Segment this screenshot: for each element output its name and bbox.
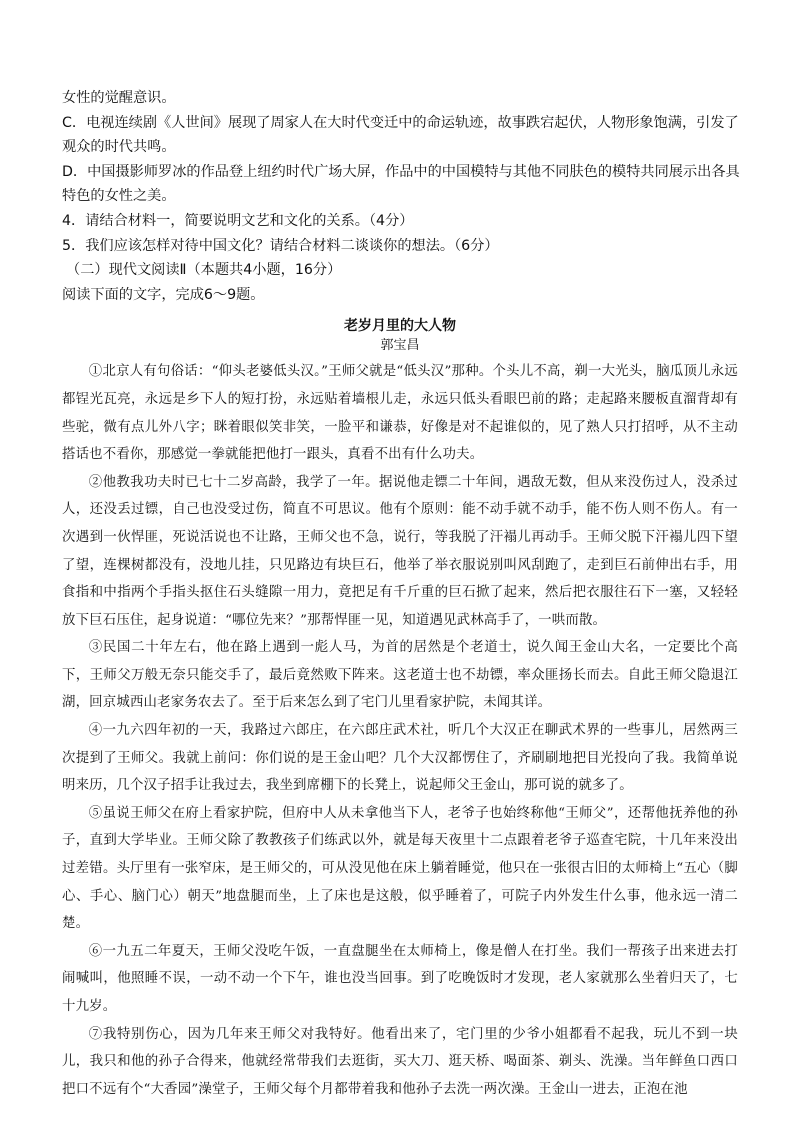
text-line: 特色的女性之美。: [62, 188, 176, 205]
paragraph-3: ③民国二十年左右，他在路上遇到一彪人马，为首的居然是个老道士，说久闻王金山大名，一定要比个高下，王师父万般无奈只能交手了，最后竟然败下阵来。这老道士也不劫镖，率众匪扬长而去。自此王师父隐退江湖，回京城西山老家务农去了。至于后来怎么到了宅门儿里看家护院，未闻其详。: [62, 640, 738, 711]
question-5: 5．我们应该怎样对待中国文化？请结合材料二谈谈你的想法。（6分）: [62, 237, 499, 254]
paragraph-2: ②他教我功夫时已七十二岁高龄，我学了一年。据说他走镖二十年间，遇敌无数，但从来没伤过人，没杀过人，还没丢过镖，自己也没受过伤，简直不可思议。他有个原则：能不动手就不动手，能不伤人则不伤人。有一次遇到一伙悍匪，死说活说也不让路，王师父也不急，说行，等我脱了汗褟儿再动手。王师父脱下汗褟儿四下望了望，连棵树都没有，没地儿挂，只见路边有块巨石，他举了举衣服说别叫风刮跑了，走到巨石前伸出右手，用食指和中指两个手指头抠住石头缝隙一用力，竟把足有千斤重的巨石掀了起来，然后把衣服往石下一塞，又轻轻放下巨石压住，起身说道：“哪位先来？”那帮悍匪一见，知道遇见武林高手了，一哄而散。: [62, 474, 738, 628]
paragraph-6: ⑥一九五二年夏天，王师父没吃午饭，一直盘腿坐在太师椅上，像是僧人在打坐。我们一帮孩子出来进去打闹喊叫，他照睡不误，一动不动一个下午，谁也没当回事。到了吃晚饭时才发现，老人家就那么坐着归天了，七十九岁。: [62, 943, 738, 1014]
option-c: C．电视连续剧《人世间》展现了周家人在大时代变迁中的命运轨迹，故事跌宕起伏，人物形象饱满，引发了: [62, 114, 739, 131]
exam-page: [62, 86, 738, 1103]
text-line: 观众的时代共鸣。: [62, 139, 176, 156]
text-line: 女性的觉醒意识。: [62, 90, 176, 106]
section-heading: （二）现代文阅读Ⅱ（本题共4小题，16分）: [66, 262, 342, 279]
paragraph-7: ⑦我特别伤心，因为几年来王师父对我特好。他看出来了，宅门里的少爷小姐都看不起我，玩儿不到一块儿，我只和他的孙子合得来，他就经常带我们去逛街，买大刀、逛天桥、喝面茶、剃头、洗澡。当年鲜鱼口西口把口不远有个“大香园”澡堂子，王师父每个月都带着我和他孙子去洗一两次澡。王金山一进去，正泡在池: [62, 1026, 738, 1097]
paragraph-5: ⑤虽说王师父在府上看家护院，但府中人从未拿他当下人，老爷子也始终称他“王师父”，还帮他抚养他的孙子，直到大学毕业。王师父除了教教孩子们练武以外，就是每天夜里十二点跟着老爷子巡查宅院，十几年来没出过差错。头厅里有一张窄床，是王师父的，可从没见他在床上躺着睡觉，他只在一张很古旧的太师椅上“五心（脚心、手心、脑门心）朝天”地盘腿而坐，上了床也是这般，似乎睡着了，可院子内外发生什么事，他永远一清二楚。: [62, 805, 738, 932]
article-body: [62, 358, 738, 1103]
paragraph-1: ①北京人有句俗话：“仰头老婆低头汉。”王师父就是“低头汉”那种。个头儿不高，剃一大光头，脑瓜顶儿永远都锃光瓦亮，永远是乡下人的短打扮，永远贴着墙根儿走，永远只低头看眼巴前的路；走起路来腰板直溜背却有些驼，微有点儿外八字；眯着眼似笑非笑，一脸平和谦恭，好像是对不起谁似的，见了熟人只打招呼，从不主动搭话也不看你，那感觉一拳就能把他打一跟头，真看不出有什么功夫。: [62, 364, 738, 463]
paragraph-4: ④一九六四年初的一天，我路过六郎庄，在六郎庄武术社，听几个大汉正在聊武术界的一些事儿，居然两三次提到了王师父。我就上前问：你们说的是王金山吧？几个大汉都愣住了，齐刷刷地把目光投向了我。我简单说明来历，几个汉子招手让我过去，我坐到席棚下的长凳上，说起师父王金山，那可说的就多了。: [62, 723, 738, 794]
article-title: 老岁月里的大人物: [344, 318, 456, 335]
article-author: 郭宝昌: [380, 338, 420, 354]
option-d: D．中国摄影师罗冰的作品登上纽约时代广场大屏，作品中的中国模特与其他不同肤色的模特共同展示出各具: [62, 163, 740, 180]
instructions: 阅读下面的文字，完成6～9题。: [62, 286, 265, 303]
question-4: 4．请结合材料一，简要说明文艺和文化的关系。（4分）: [62, 212, 414, 229]
